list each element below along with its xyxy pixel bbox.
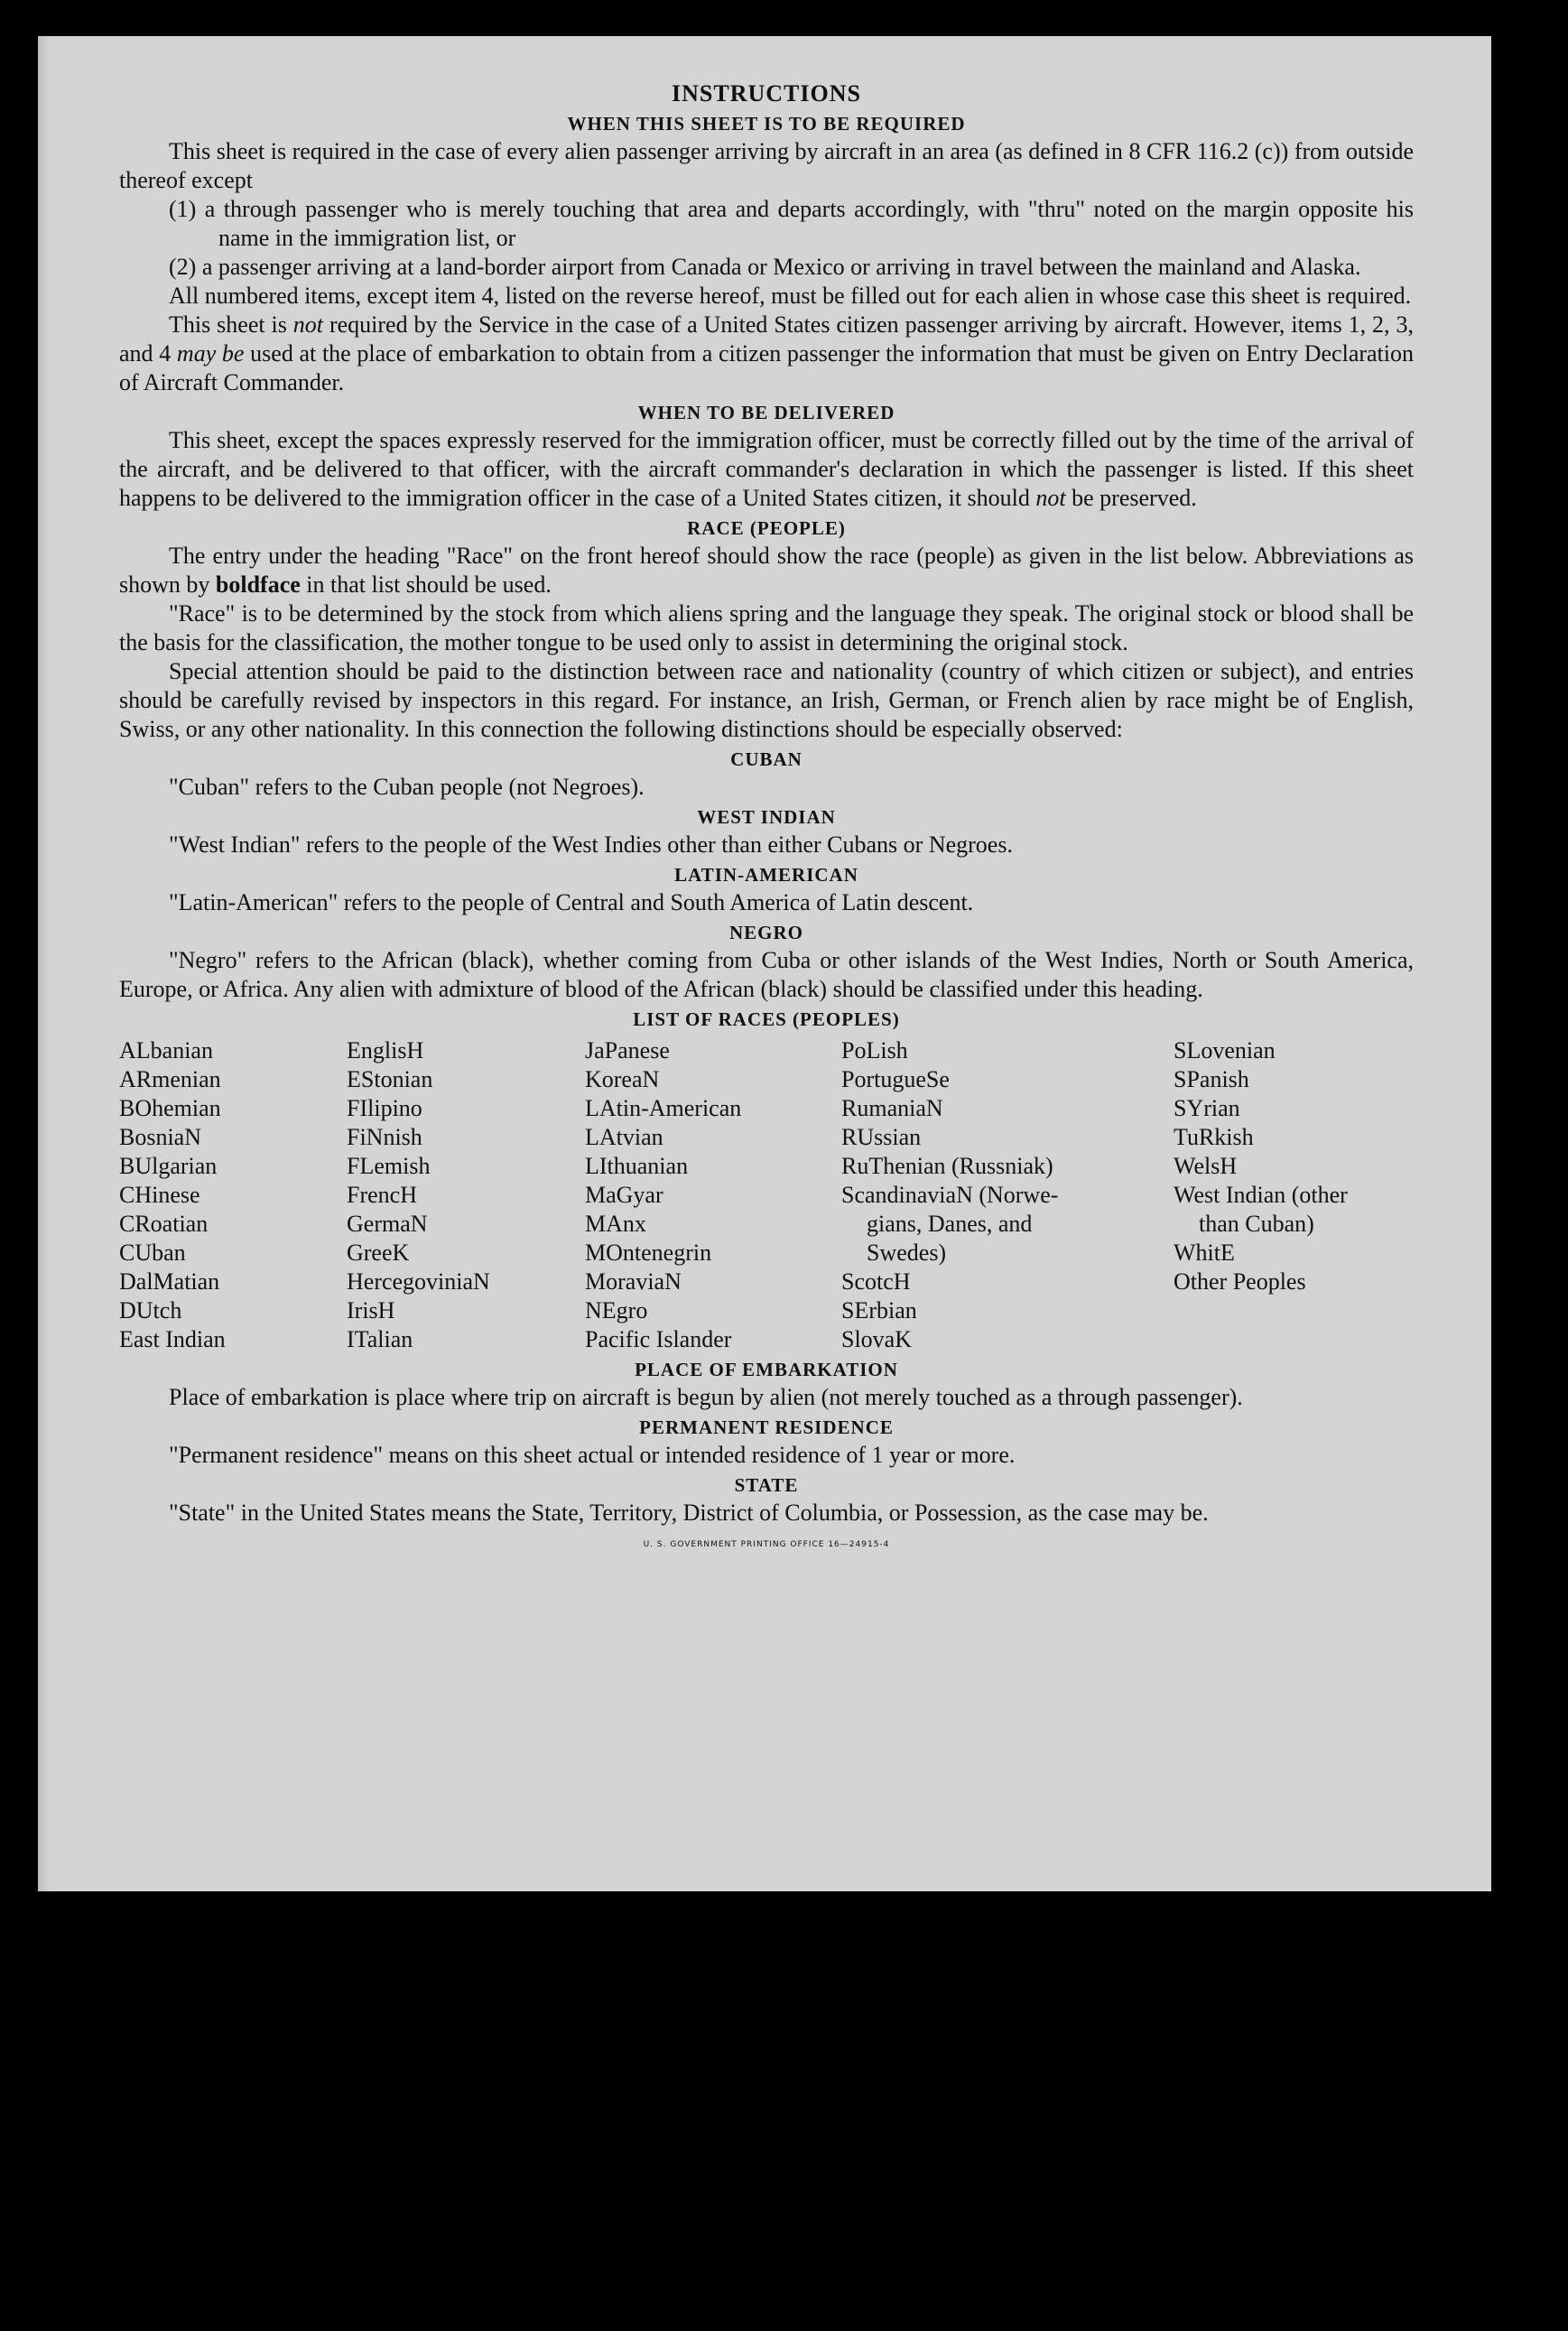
race-entry: SlovaK	[841, 1326, 912, 1352]
para-delivered: This sheet, except the spaces expressly reserved for the immigration officer, must be correctly filled out by the time of the arrival of the aircraft, and be delivered to that officer, with the aircraft commander's declaration in which the passenger is listed. If this sheet happens to be delivered to the immigration officer in the case of a United States citizen, it should not be preserved.	[119, 427, 1414, 511]
race-entry: than Cuban)	[1199, 1211, 1314, 1237]
race-entry: GermaN	[347, 1211, 428, 1237]
races-column-2	[347, 1036, 585, 1354]
race-entry: FLemish	[347, 1153, 431, 1179]
race-entry: PoLish	[841, 1037, 908, 1063]
race-entry: ARmenian	[119, 1066, 221, 1092]
races-column-5	[1174, 1036, 1410, 1354]
race-entry: FIlipino	[347, 1095, 422, 1121]
para-negro: "Negro" refers to the African (black), whether coming from Cuba or other islands of the West Indies, North or South America, Europe, or Africa. Any alien with admixture of blood of the African (black) should be classified under this heading.	[119, 947, 1414, 1002]
races-column-4	[841, 1036, 1174, 1354]
race-entry: SPanish	[1174, 1066, 1249, 1092]
page-title: INSTRUCTIONS	[672, 80, 861, 107]
race-entry: DUtch	[119, 1297, 182, 1323]
race-entry: Pacific Islander	[585, 1326, 732, 1352]
race-entry: SLovenian	[1174, 1037, 1276, 1063]
heading-cuban: CUBAN	[730, 748, 803, 770]
race-entry: LAtvian	[585, 1124, 663, 1150]
race-entry: Swedes)	[867, 1240, 947, 1266]
race-entry: West Indian (other	[1174, 1182, 1348, 1208]
para-race-stock: "Race" is to be determined by the stock from which aliens spring and the language they speak. The original stock or blood shall be the basis for the classification, the mother tongue to be used only to assist in determining the original stock.	[119, 600, 1414, 655]
race-entry: Other Peoples	[1174, 1268, 1306, 1295]
races-list	[119, 1036, 1414, 1354]
race-entry: IrisH	[347, 1297, 395, 1323]
race-entry: MOntenegrin	[585, 1240, 712, 1266]
race-entry: CRoatian	[119, 1211, 209, 1237]
race-entry: LIthuanian	[585, 1153, 689, 1179]
para-required-intro: This sheet is required in the case of every alien passenger arriving by aircraft in an area (as defined in 8 CFR 116.2 (c)) from outside thereof except	[119, 138, 1414, 193]
race-entry: EStonian	[347, 1066, 433, 1092]
race-entry: MAnx	[585, 1211, 646, 1237]
race-entry: GreeK	[347, 1240, 410, 1266]
race-entry: ScandinaviaN (Norwe-	[841, 1182, 1059, 1208]
exception-item-2: (2) a passenger arriving at a land-border airport from Canada or Mexico or arriving in travel between the mainland and Alaska.	[169, 254, 1361, 280]
race-entry: East Indian	[119, 1326, 226, 1352]
race-entry: BOhemian	[119, 1095, 221, 1121]
race-entry: SYrian	[1174, 1095, 1240, 1121]
races-column-1	[119, 1036, 347, 1354]
race-entry: WhitE	[1174, 1240, 1235, 1266]
heading-state: STATE	[734, 1474, 799, 1496]
race-entry: MaGyar	[585, 1182, 663, 1208]
race-entry: RUssian	[841, 1124, 922, 1150]
heading-delivered: WHEN TO BE DELIVERED	[637, 402, 895, 423]
race-entry: gians, Danes, and	[867, 1211, 1033, 1237]
race-entry: BosniaN	[119, 1124, 201, 1150]
heading-latin-american: LATIN-AMERICAN	[674, 864, 858, 886]
race-entry: RumaniaN	[841, 1095, 943, 1121]
race-entry: TuRkish	[1174, 1124, 1254, 1150]
heading-required: WHEN THIS SHEET IS TO BE REQUIRED	[567, 113, 966, 135]
heading-embarkation: PLACE OF EMBARKATION	[635, 1359, 898, 1380]
races-column-3	[585, 1036, 841, 1354]
para-latin-american: "Latin-American" refers to the people of Central and South America of Latin descent.	[169, 889, 974, 915]
race-entry: CUban	[119, 1240, 186, 1266]
race-entry: CHinese	[119, 1182, 200, 1208]
race-entry: KoreaN	[585, 1066, 660, 1092]
para-citizen: This sheet is not required by the Service in the case of a United States citizen passenger arriving by aircraft. However, items 1, 2, 3, and 4 may be used at the place of embarkation to obtain from a citizen passenger the information that must be given on Entry Declaration of Aircraft Commander.	[119, 311, 1414, 395]
race-entry: PortugueSe	[841, 1066, 950, 1092]
para-race-entry: The entry under the heading "Race" on the front hereof should show the race (people) as given in the list below. Abbreviations as shown by boldface in that list should be used.	[119, 543, 1414, 598]
exception-item-1: (1) a through passenger who is merely touching that area and departs accordingly, with "thru" noted on the margin opposite his name in the immigration list, or	[169, 196, 1414, 251]
race-entry: RuThenian (Russniak)	[841, 1153, 1053, 1179]
para-cuban: "Cuban" refers to the Cuban people (not Negroes).	[169, 774, 645, 800]
para-race-nationality: Special attention should be paid to the distinction between race and nationality (country of which citizen or subject), and entries should be carefully revised by inspectors in this regard. For instance, an Irish, German, or French alien by race might be of English, Swiss, or any other nationality. In this connection the following distinctions should be especially observed:	[119, 658, 1414, 742]
race-entry: NEgro	[585, 1297, 648, 1323]
heading-race: RACE (PEOPLE)	[687, 517, 846, 539]
race-entry: BUlgarian	[119, 1153, 218, 1179]
para-embarkation: Place of embarkation is place where trip on aircraft is begun by alien (not merely touched as a through passenger).	[169, 1384, 1243, 1410]
heading-negro: NEGRO	[728, 922, 803, 943]
race-entry: ALbanian	[119, 1037, 213, 1063]
para-numbered-items: All numbered items, except item 4, listed on the reverse hereof, must be filled out for each alien in whose case this sheet is required.	[169, 283, 1412, 309]
para-state: "State" in the United States means the State, Territory, District of Columbia, or Possession, as the case may be.	[169, 1500, 1209, 1526]
heading-west-indian: WEST INDIAN	[697, 806, 836, 828]
race-entry: EnglisH	[347, 1037, 424, 1063]
race-entry: WelsH	[1174, 1153, 1238, 1179]
race-entry: HercegoviniaN	[347, 1268, 490, 1295]
printer-imprint: U. S. GOVERNMENT PRINTING OFFICE 16—24915-4	[643, 1540, 890, 1549]
race-entry: FiNnish	[347, 1124, 422, 1150]
para-west-indian: "West Indian" refers to the people of the West Indies other than either Cubans or Negroes.	[169, 831, 1013, 858]
race-entry: JaPanese	[585, 1037, 670, 1063]
race-entry: LAtin-American	[585, 1095, 742, 1121]
para-permanent-residence: "Permanent residence" means on this sheet actual or intended residence of 1 year or more.	[169, 1442, 1016, 1468]
race-entry: MoraviaN	[585, 1268, 682, 1295]
heading-list-of-races: LIST OF RACES (PEOPLES)	[633, 1008, 900, 1030]
instruction-sheet	[38, 36, 1491, 1891]
race-entry: ITalian	[347, 1326, 413, 1352]
race-entry: FrencH	[347, 1182, 417, 1208]
race-entry: ScotcH	[841, 1268, 911, 1295]
heading-permanent-residence: PERMANENT RESIDENCE	[639, 1416, 894, 1438]
race-entry: SErbian	[841, 1297, 917, 1323]
race-entry: DalMatian	[119, 1268, 220, 1295]
